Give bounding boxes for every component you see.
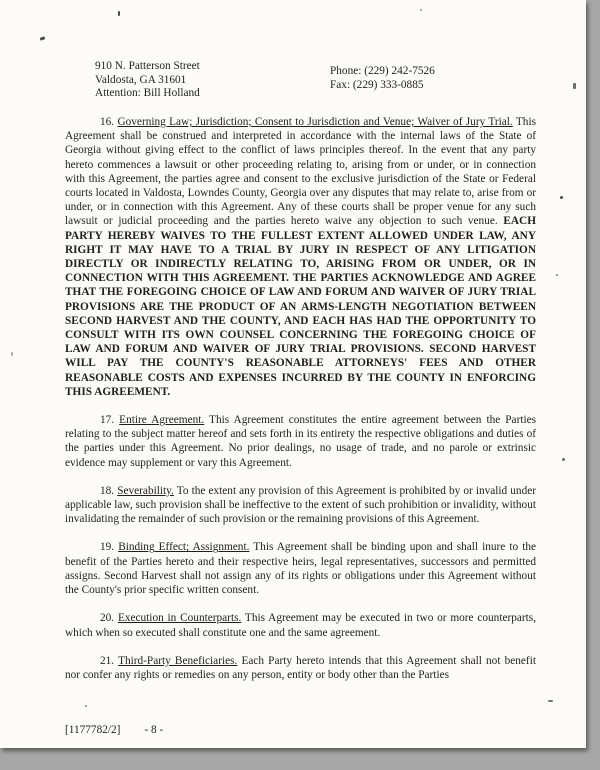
address-attention: Attention: Bill Holland [95,87,200,99]
paragraph-body: This Agreement shall be construed and interpreted in accordance with the internal laws of the State of Georgia without giving effect to the conflict of laws principles thereof. In the event that any party hereto commences a lawsuit or other proceeding relating to, arising from or under, or in connection with this Agreement, the parties agree and consent to the exclusive jurisdiction of the State or Federal courts located in Valdosta, Lowndes County, Georgia over any disputes that may relate to, arise from or under, or in connection with this Agreement. Any of these courts shall be proper venue for any such lawsuit or judicial proceeding and the parties hereto waive any objection to such venue. [65,116,536,228]
fax-line: Fax: (229) 333-0885 [330,78,424,91]
scan-artifact [548,700,553,702]
paragraph-number: 18. [100,484,115,497]
address-block [95,60,536,101]
scan-artifact [560,196,563,199]
paragraph-21 [65,654,536,682]
page-number: - 8 - [144,724,164,736]
scan-artifact [11,352,13,356]
paragraph-heading: Binding Effect; Assignment. [118,541,250,554]
page-footer [65,724,163,736]
paragraph-19 [65,540,536,597]
scan-artifact [562,458,565,461]
paragraph-18 [65,484,536,527]
contact-block [330,65,435,92]
paragraph-heading: Execution in Counterparts. [117,612,242,625]
paragraph-16 [65,115,536,399]
scan-artifact [118,11,120,16]
paragraph-number: 16. [100,116,115,128]
letterhead [95,60,536,101]
document-id: [1177782/2] [65,724,121,736]
paragraph-number: 21. [100,654,115,667]
phone-line: Phone: (229) 242-7526 [330,65,435,77]
scan-artifact [420,9,422,11]
paragraph-body: This Agreement shall be binding upon and shall inure to the benefit of the Parties hereto and their respective heirs, legal representatives, successors and permitted assigns. Second Harvest shall not assign any of its rights or obligations under this Agreement without the County's prior specific written consent. [65,541,537,597]
paragraph-body: This Agreement constitutes the entire agreement between the Parties relating to the subject matter hereof and sets forth in its entirety the respective obligations and duties of the parties under this Agreement. No prior dealings, no usage of trade, and no parole or extrinsic evidence may supplement or vary this Agreement. [65,414,537,469]
paragraph-number: 17. [100,414,115,427]
paragraph-number: 19. [100,541,115,554]
scan-artifact [573,83,576,89]
paragraph-17 [65,413,536,470]
paragraph-number: 20. [100,612,115,625]
address-city: Valdosta, GA 31601 [95,73,187,86]
paragraph-body: To the extent any provision of this Agreement is prohibited by or invalid under applicable law, such provision shall be ineffective to the extent of such prohibition or invalidity, without invalidating the remainder of such provision or the remaining provisions of this Agreement. [65,484,536,526]
paragraph-body: This Agreement may be executed in two or more counterparts, which when so executed shall constitute one and the same agreement. [65,612,537,639]
scan-artifact [85,705,87,707]
scan-artifact [556,274,558,276]
paragraph-20 [65,611,536,639]
paragraph-heading: Third-Party Beneficiaries. [118,654,238,667]
paragraph-body-caps: EACH PARTY HEREBY WAIVES TO THE FULLEST EXTENT ALLOWED UNDER LAW, ANY RIGHT IT MAY HAVE TO A TRIAL BY JURY IN RESPECT OF ANY LITIGATION DIRECTLY OR INDIRECTLY RELATING TO, ARISING FROM OR UNDER, OR IN CONNECTION WITH THIS AGREEMENT. THE PARTIES ACKNOWLEDGE AND AGREE THAT THE FOREGOING CHOICE OF LAW AND FORUM AND WAIVER OF JURY TRIAL PROVISIONS ARE THE PRODUCT OF AN ARMS-LENGTH NEGOTIATION BETWEEN SECOND HARVEST AND THE COUNTY, AND EACH HAS HAD THE OPPORTUNITY TO CONSULT WITH ITS OWN COUNSEL CONCERNING THE FOREGOING CHOICE OF LAW AND FORUM AND WAIVER OF JURY TRIAL PROVISIONS. SECOND HARVEST WILL PAY THE COUNTY'S REASONABLE ATTORNEYS' FEES AND OTHER REASONABLE COSTS AND EXPENSES INCURRED BY THE COUNTY IN ENFORCING THIS AGREEMENT. [65,215,536,398]
address-street: 910 N. Patterson Street [95,60,200,72]
paragraph-heading: Entire Agreement. [119,414,205,427]
paragraph-heading: Severability. [117,484,174,497]
paragraph-heading: Governing Law; Jurisdiction; Consent to Jurisdiction and Venue; Waiver of Jury Trial. [117,116,513,128]
paragraph-body: Each Party hereto intends that this Agreement shall not benefit nor confer any rights or remedies on any person, entity or body other than the Parties [65,654,536,681]
